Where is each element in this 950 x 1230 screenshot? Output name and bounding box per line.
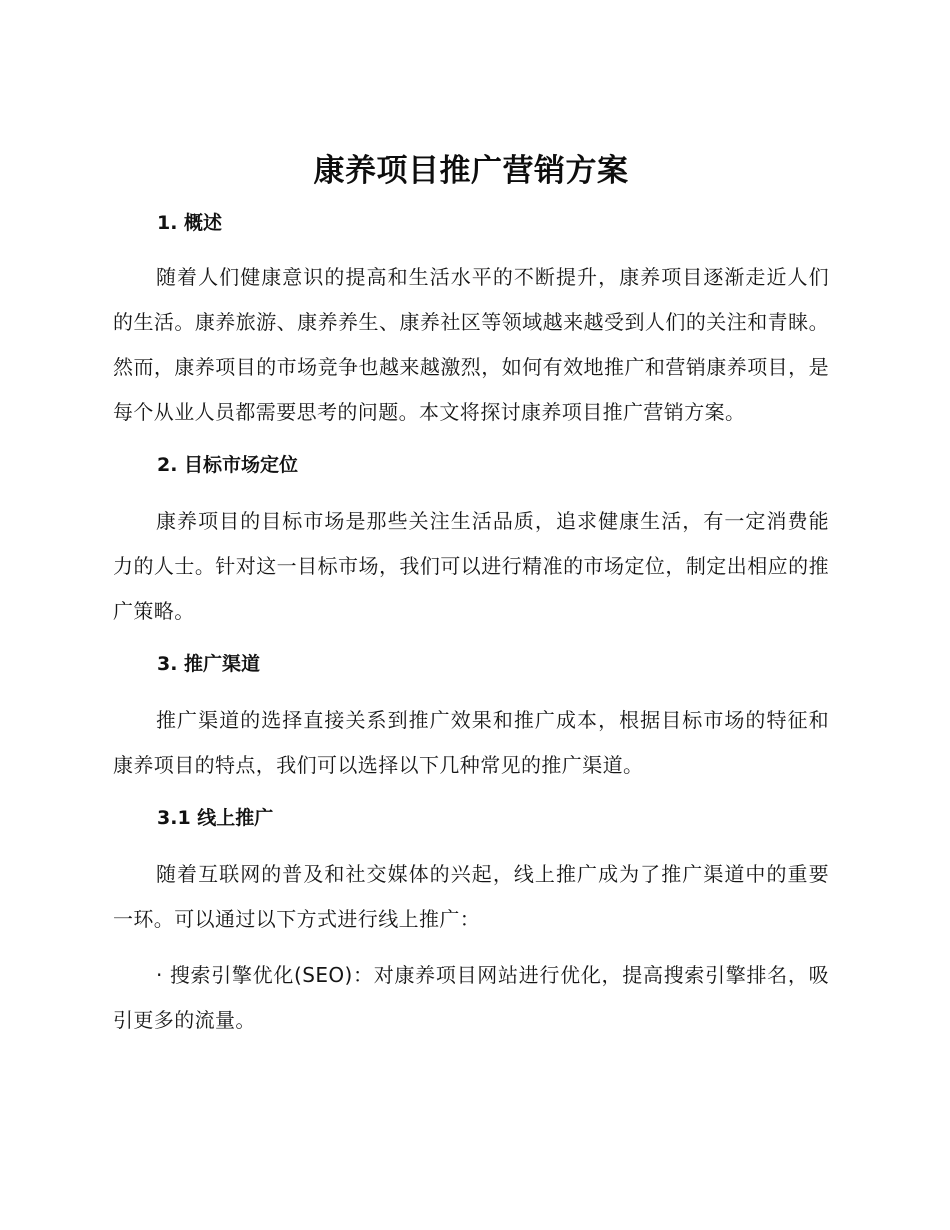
section-heading-overview: 1. 概述 [157,212,223,234]
list-item-seo: · 搜索引擎优化(SEO)：对康养项目网站进行优化，提高搜索引擎排名，吸引更多的流量。 [113,963,829,1032]
document-body [113,148,829,1043]
section-heading-channels: 3. 推广渠道 [157,653,261,675]
document-title: 康养项目推广营销方案 [313,153,629,189]
section-paragraph-overview: 随着人们健康意识的提高和生活水平的不断提升，康养项目逐渐走近人们的生活。康养旅游、康养养生、康养社区等领域越来越受到人们的关注和青睐。然而，康养项目的市场竞争也越来越激烈，如何有效地推广和营销康养项目，是每个从业人员都需要思考的问题。本文将探讨康养项目推广营销方案。 [113,265,829,424]
section-heading-online: 3.1 线上推广 [157,807,274,829]
section-paragraph-channels: 推广渠道的选择直接关系到推广效果和推广成本，根据目标市场的特征和康养项目的特点，我们可以选择以下几种常见的推广渠道。 [113,708,829,777]
section-heading-target-market: 2. 目标市场定位 [157,454,299,476]
section-paragraph-target-market: 康养项目的目标市场是那些关注生活品质，追求健康生活，有一定消费能力的人士。针对这一目标市场，我们可以进行精准的市场定位，制定出相应的推广策略。 [113,509,829,623]
section-paragraph-online: 随着互联网的普及和社交媒体的兴起，线上推广成为了推广渠道中的重要一环。可以通过以下方式进行线上推广： [113,862,829,931]
